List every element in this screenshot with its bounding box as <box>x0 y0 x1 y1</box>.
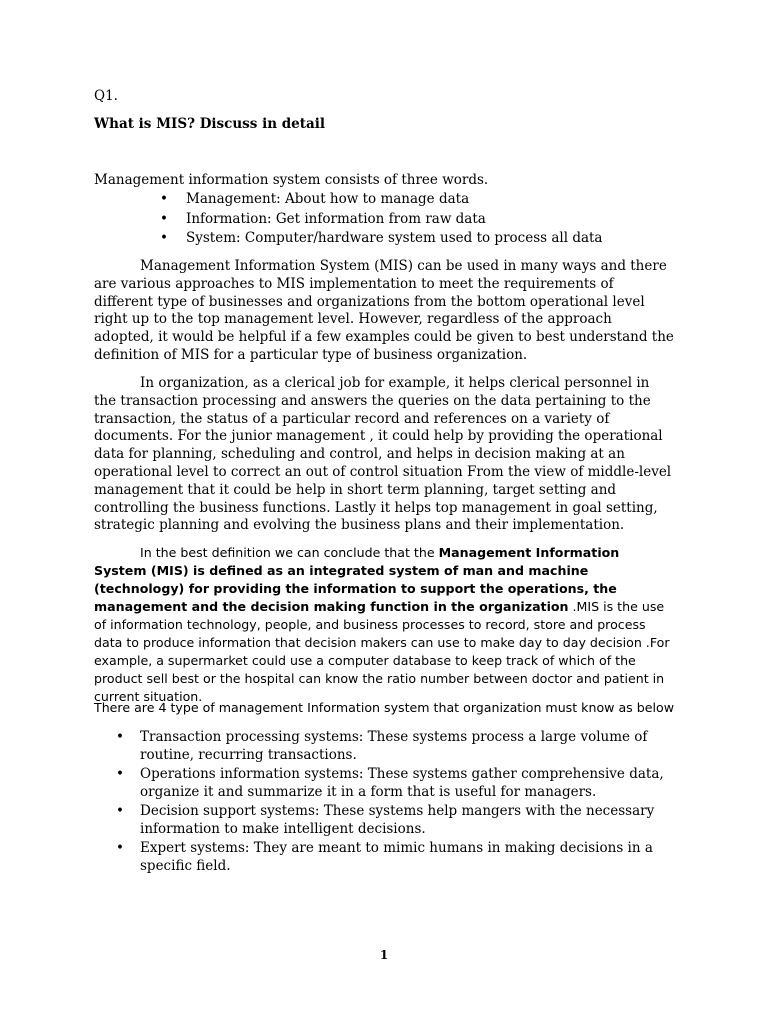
list-item <box>116 729 676 764</box>
bullet-icon: • <box>116 840 124 856</box>
list-item <box>116 840 676 875</box>
bullet-icon: • <box>116 803 124 819</box>
list-item <box>160 210 680 230</box>
list-item-text: System: Computer/hardware system used to process all data <box>186 230 603 246</box>
paragraph-mis-definition <box>94 544 675 706</box>
list-item <box>116 803 676 838</box>
bullet-icon: • <box>160 191 168 207</box>
list-item <box>160 190 680 210</box>
mis-types-list <box>116 729 676 877</box>
list-item-text: Operations information systems: These systems gather comprehensive data, organize it and summarize it in a form that is useful for managers. <box>140 766 664 800</box>
list-item-text: Transaction processing systems: These systems process a large volume of routine, recurring transactions. <box>140 729 648 763</box>
bullet-icon: • <box>160 230 168 246</box>
definition-lead-text: In the best definition we can conclude that the <box>140 545 439 560</box>
definition-rest-text: .MIS is the use of information technology, people, and business processes to record, store and process data to produce information that decision makers can use to make day to day decision .For example, a supermarket could use a computer database to keep track of which of the product sell best or the hospital can know the ratio number between doctor and patient in current situation. <box>94 599 670 704</box>
definition-bold-text: Management Information System (MIS) is defined as an integrated system of man and machine (technology) for providing the information to support the operations, the management and the decision making function in the organization <box>94 545 620 614</box>
question-number: Q1. <box>94 88 118 104</box>
bullet-icon: • <box>116 729 124 745</box>
question-title: What is MIS? Discuss in detail <box>94 116 325 132</box>
list-item <box>116 766 676 801</box>
bullet-icon: • <box>160 210 168 227</box>
bullet-icon: • <box>116 766 124 782</box>
paragraph-mis-approaches: Management Information System (MIS) can be used in many ways and there are various approaches to MIS implementation to meet the requirements of different type of businesses and organizations from the bottom operational level right up to the top management level. However, regardless of the approach adopted, it would be helpful if a few examples could be given to best understand the definition of MIS for a particular type of business organization. <box>94 258 674 363</box>
list-item-text: Management: About how to manage data <box>186 191 470 207</box>
list-item-text: Expert systems: They are meant to mimic humans in making decisions in a specific field. <box>140 840 653 874</box>
word-bullet-list <box>160 190 680 249</box>
intro-sentence: Management information system consists of three words. <box>94 172 489 188</box>
page-number: 1 <box>379 948 389 962</box>
paragraph-organization-levels: In organization, as a clerical job for example, it helps clerical personnel in the transaction processing and answers the queries on the data pertaining to the transaction, the status of a particular record and references on a variety of documents. For the junior management , it could help by providing the operational data for planning, scheduling and control, and helps in decision making at an operational level to correct an out of control situation From the view of middle-level management that it could be help in short term planning, target setting and controlling the business functions. Lastly it helps top management in goal setting, strategic planning and evolving the business plans and their implementation. <box>94 375 672 534</box>
list-item-text: Information: Get information from raw data <box>186 210 486 227</box>
list-item-text: Decision support systems: These systems help mangers with the necessary information to make intelligent decisions. <box>140 803 655 837</box>
paragraph-mis-types-intro: There are 4 type of management Information system that organization must know as below <box>94 700 674 715</box>
list-item <box>160 229 680 249</box>
